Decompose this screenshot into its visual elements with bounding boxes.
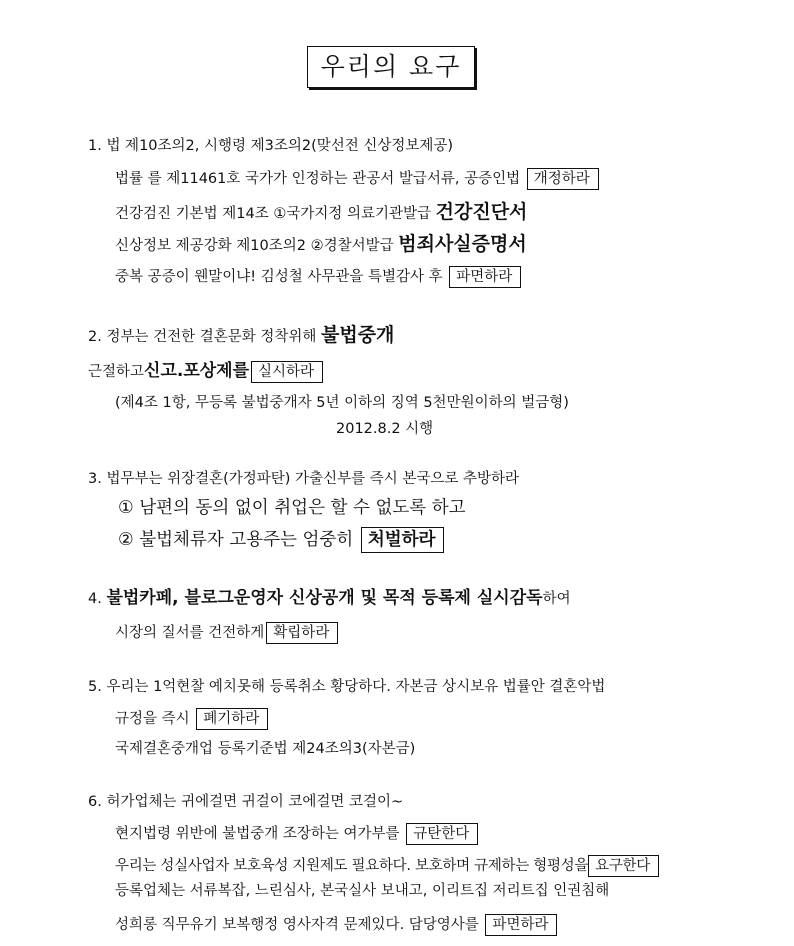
- section-3-line-2: [118, 527, 444, 553]
- health-certificate-label: 건강진단서: [435, 201, 528, 223]
- section-6-line-2-text: 우리는 성실사업자 보호육성 지원제도 필요하다. 보호하며 규제하는 형평성을: [115, 858, 589, 874]
- section-4-line-1-text: 시장의 질서를 건전하게: [115, 625, 265, 641]
- section-4-tail: 하여: [542, 591, 571, 607]
- report-reward-label: 신고.포상제를: [144, 361, 250, 381]
- demand-box-request: 요구한다: [588, 855, 659, 877]
- section-2-line-1: [88, 361, 323, 383]
- section-5-line-2: 국제결혼중개업 등록기준법 제24조의3(자본금): [115, 741, 416, 757]
- section-1-line-2: [115, 202, 527, 224]
- demand-box-implement: 실시하라: [251, 361, 323, 383]
- section-2-heading-text: 2. 정부는 건전한 결혼문화 정착위해: [88, 329, 321, 345]
- section-5-heading: 5. 우리는 1억현찰 예치못해 등록취소 황당하다. 자본금 상시보유 법률안 결혼악법: [88, 679, 606, 695]
- section-6-line-1-text: 현지법령 위반에 불법중개 조장하는 여가부를: [115, 826, 400, 842]
- section-1-heading: 1. 법 제10조의2, 시행령 제3조의2(맞선전 신상정보제공): [88, 138, 454, 154]
- section-3-line-2-text: ② 불법체류자 고용주는 엄중히: [118, 530, 354, 550]
- section-4-heading: [88, 588, 571, 609]
- section-1-line-1: [115, 168, 599, 190]
- section-6-line-4-text: 성희롱 직무유기 보복행정 영사자격 문제있다. 담당영사를: [115, 917, 479, 933]
- demand-box-abolish: 폐기하라: [196, 708, 268, 730]
- section-6-line-3: 등록업체는 서류복잡, 느린심사, 본국실사 보내고, 이리트집 저리트집 인권침해: [115, 883, 610, 899]
- page-title: 우리의 요구: [307, 46, 475, 88]
- section-4-number: 4.: [88, 591, 107, 607]
- demand-box-establish: 확립하라: [266, 622, 338, 644]
- section-6-line-1: [115, 823, 478, 845]
- section-1-line-4: [115, 266, 521, 288]
- demand-box-dismiss-2: 파면하라: [485, 914, 557, 936]
- section-1-line-4-text: 중복 공증이 웬말이냐! 김성철 사무관을 특별감사 후: [115, 269, 443, 285]
- section-3-line-1: ① 남편의 동의 없이 취업은 할 수 없도록 하고: [118, 498, 466, 518]
- section-2-heading: [88, 325, 394, 347]
- section-2-line-3: 2012.8.2 시행: [336, 421, 434, 437]
- section-2-line-2: (제4조 1항, 무등록 불법중개자 5년 이하의 징역 5천만원이하의 벌금형): [115, 395, 569, 411]
- section-5-line-1: [115, 708, 268, 730]
- demand-box-amend: 개정하라: [527, 168, 599, 190]
- section-4-bold-text: 불법카페, 블로그운영자 신상공개 및 목적 등록제 실시감독: [106, 588, 543, 608]
- illegal-brokerage-label: 불법중개: [320, 324, 395, 346]
- demand-box-punish: 처벌하라: [361, 527, 445, 553]
- section-4-line-1: [115, 622, 338, 644]
- section-1-line-1-text: 법률 를 제11461호 국가가 인정하는 관공서 발급서류, 공증인법: [115, 171, 521, 187]
- section-5-line-1-text: 규정을 즉시: [115, 711, 190, 727]
- section-1-line-3: [115, 234, 527, 256]
- section-1-line-3-text: 신상정보 제공강화 제10조의2 ②경찰서발급: [115, 238, 399, 254]
- demand-box-condemn: 규탄한다: [406, 823, 478, 845]
- demand-box-dismiss-1: 파면하라: [449, 266, 521, 288]
- section-6-heading: 6. 허가업체는 귀에걸면 귀걸이 코에걸면 코걸이~: [88, 794, 404, 810]
- section-1-line-2-text: 건강검진 기본법 제14조 ①국가지정 의료기관발급: [115, 206, 436, 222]
- section-6-line-4: [115, 914, 557, 936]
- section-6-line-2: [115, 855, 659, 877]
- section-3-heading: 3. 법무부는 위장결혼(가정파탄) 가출신부를 즉시 본국으로 추방하라: [88, 471, 519, 487]
- criminal-record-label: 범죄사실증명서: [398, 233, 527, 255]
- section-2-line-1-text: 근절하고: [88, 364, 145, 380]
